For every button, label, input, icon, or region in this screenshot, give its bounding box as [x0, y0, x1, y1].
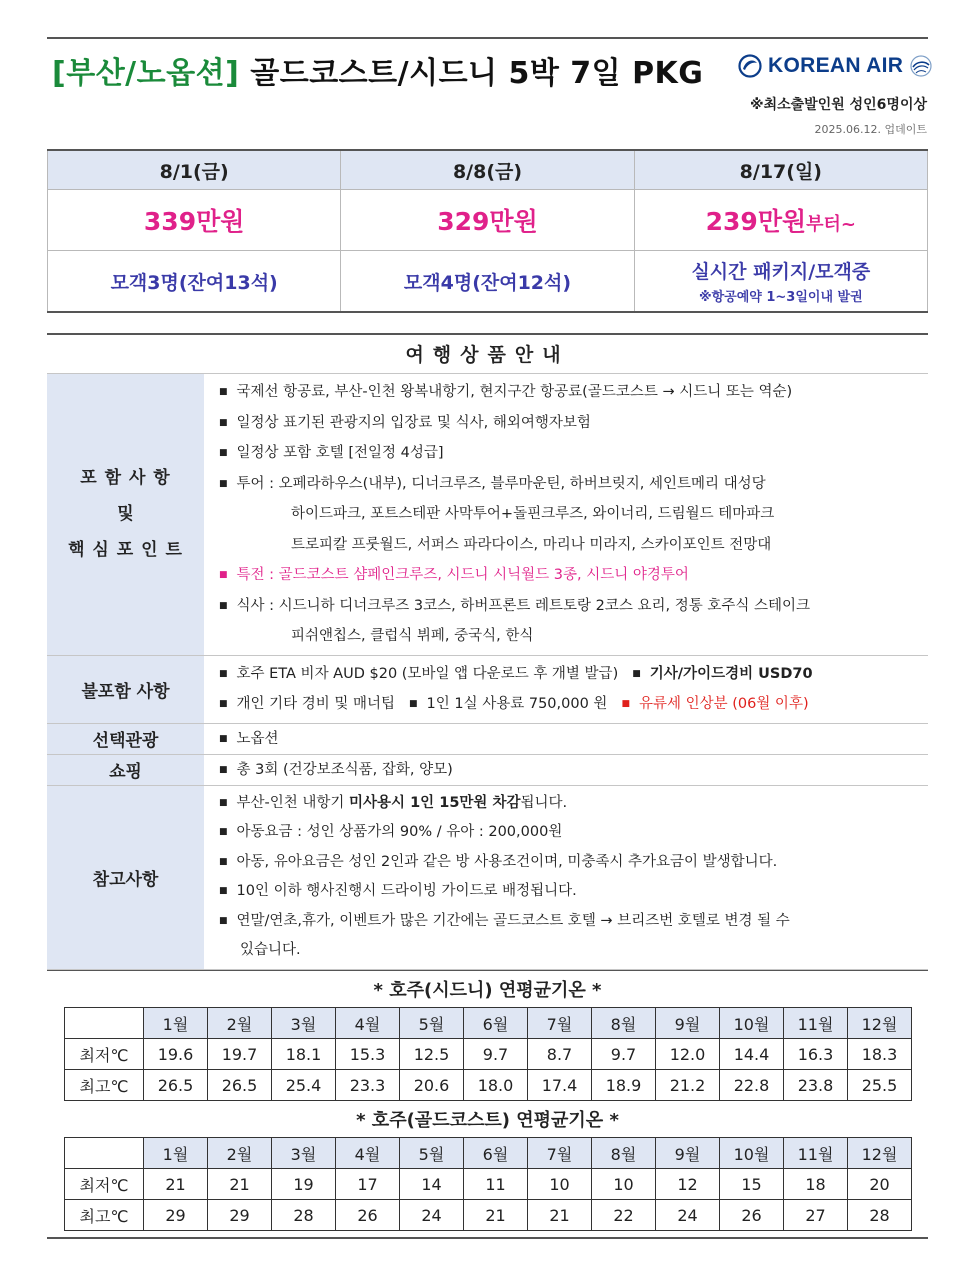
- departure-date: 8/1(금): [48, 150, 341, 190]
- temp-cell: 18.9: [592, 1070, 656, 1101]
- list-item-text: 식사 : 시드니하 디너크루즈 3코스, 하버프론트 레트토랑 2코스 요리, 정통 호주식 스테이크: [236, 597, 811, 614]
- departure-status: 모객4명(잔여12석): [341, 251, 634, 313]
- list-item-text: 일정상 포함 호텔 [전일정 4성급]: [236, 445, 444, 461]
- temp-cell: 12.0: [656, 1039, 720, 1070]
- temp-cell: 25.4: [272, 1070, 336, 1101]
- bullet-icon: ■: [219, 827, 228, 837]
- list-item-text: 국제선 항공료, 부산-인천 왕복내항기, 현지구간 항공료(골드코스트 → 시드니 또는 역순): [236, 384, 793, 400]
- info-table: [47, 373, 928, 970]
- month-header: 3월: [272, 1008, 336, 1039]
- temp-cell: 28: [848, 1200, 912, 1231]
- row-label: 최저℃: [65, 1169, 144, 1200]
- departure-date: 8/17(일): [634, 150, 927, 190]
- bottom-rule: [47, 1237, 928, 1239]
- bullet-icon: ■: [219, 699, 228, 709]
- temp-cell: 14: [400, 1169, 464, 1200]
- month-header: 7월: [528, 1008, 592, 1039]
- bullet-icon: ■: [219, 387, 228, 397]
- temp-cell: 18.1: [272, 1039, 336, 1070]
- top-rule: [47, 37, 928, 39]
- month-header: 1월: [144, 1008, 208, 1039]
- temp-cell: 26.5: [208, 1070, 272, 1101]
- excluded-row: [47, 655, 928, 723]
- departure-price-cell: [341, 190, 634, 251]
- temp-cell: 9.7: [592, 1039, 656, 1070]
- month-header: 9월: [656, 1008, 720, 1039]
- temp-cell: 26: [720, 1200, 784, 1231]
- bullet-icon: ■: [632, 668, 641, 679]
- month-header: 2월: [208, 1008, 272, 1039]
- temp-cell: 21: [464, 1200, 528, 1231]
- temp-cell: 12.5: [400, 1039, 464, 1070]
- list-item: [219, 818, 928, 848]
- month-header: 5월: [400, 1008, 464, 1039]
- temp-cell: 15.3: [336, 1039, 400, 1070]
- temp-cell: 19.7: [208, 1039, 272, 1070]
- temp-cell: 18: [784, 1169, 848, 1200]
- goldcoast-weather-title: * 호주(골드코스트) 연평균기온 *: [356, 1110, 619, 1131]
- list-item-text: 일정상 표기된 관광지의 입장료 및 식사, 해외여행자보험: [236, 414, 591, 431]
- departure-date: 8/8(금): [341, 150, 634, 190]
- temp-cell: 26.5: [144, 1070, 208, 1101]
- list-item: [219, 848, 928, 878]
- option-row: [47, 723, 928, 754]
- table-row: [65, 1039, 912, 1070]
- temp-cell: 11: [464, 1169, 528, 1200]
- list-item: [219, 591, 928, 622]
- list-item: [219, 377, 928, 408]
- bullet-icon: ■: [219, 417, 228, 428]
- departure-price: 329만원: [437, 207, 538, 236]
- month-header: 5월: [400, 1138, 464, 1169]
- bullet-icon: ■: [219, 733, 228, 744]
- bullet-icon: ■: [219, 570, 228, 580]
- month-header: 10월: [720, 1138, 784, 1169]
- info-section-title: 여행상품안내: [47, 333, 928, 375]
- list-item: [219, 560, 928, 591]
- corner-cell: [65, 1008, 144, 1039]
- departure-status-cell: [634, 251, 927, 313]
- list-item: [219, 877, 928, 907]
- temp-cell: 14.4: [720, 1039, 784, 1070]
- temp-cell: 22.8: [720, 1070, 784, 1101]
- page-title: [52, 48, 703, 92]
- departure-status: 실시간 패키지/모객중: [691, 261, 871, 283]
- temp-cell: 27: [784, 1200, 848, 1231]
- temp-cell: 25.5: [848, 1070, 912, 1101]
- row-label: 최고℃: [65, 1070, 144, 1101]
- list-item-continuation: 하이드파크, 포트스테판 사막투어+돌핀크루즈, 와이너리, 드림월드 테마파크: [291, 506, 775, 522]
- temp-cell: 19.6: [144, 1039, 208, 1070]
- included-label: [47, 374, 204, 656]
- temp-cell: 23.3: [336, 1070, 400, 1101]
- month-header: 9월: [656, 1138, 720, 1169]
- shopping-content: [204, 754, 928, 785]
- list-item-text: 아동요금 : 성인 상품가의 90% / 유아 : 200,000원: [236, 824, 563, 840]
- notes-label: 참고사항: [47, 785, 204, 969]
- taeguk-swirl-icon: [909, 54, 933, 78]
- list-item: [219, 659, 928, 690]
- list-item-text: 부산-인천 내항기: [236, 794, 350, 811]
- month-header: 2월: [208, 1138, 272, 1169]
- month-header: 11월: [784, 1138, 848, 1169]
- included-content: [204, 374, 928, 656]
- option-label: 선택관광: [47, 723, 204, 754]
- included-label-line: 포 함 사 항: [80, 468, 171, 489]
- list-item-text: 10인 이하 행사진행시 드라이빙 가이드로 배정됩니다.: [236, 883, 577, 899]
- included-label-line: 및: [117, 504, 134, 525]
- temp-cell: 21: [208, 1169, 272, 1200]
- korean-air-logo: [738, 54, 933, 78]
- list-item: [219, 758, 928, 782]
- temp-cell: 20.6: [400, 1070, 464, 1101]
- temp-cell: 15: [720, 1169, 784, 1200]
- temp-cell: 21: [528, 1200, 592, 1231]
- bullet-icon: ■: [219, 600, 228, 611]
- row-label: 최저℃: [65, 1039, 144, 1070]
- list-item-text: 1인 1실 사용료 750,000 원: [426, 696, 608, 712]
- list-item: [219, 789, 928, 819]
- month-header: 11월: [784, 1008, 848, 1039]
- bullet-icon: ■: [219, 448, 228, 458]
- temp-cell: 24: [656, 1200, 720, 1231]
- list-item-continuation: 있습니다.: [240, 942, 301, 958]
- notes-row: [47, 785, 928, 969]
- month-header: 3월: [272, 1138, 336, 1169]
- list-item-text: 개인 기타 경비 및 매너팁: [236, 696, 396, 712]
- list-item-text: 특전 : 골드코스트 샴페인크루즈, 시드니 시닉월드 3종, 시드니 야경투어: [236, 567, 689, 583]
- excluded-label: 불포함 사항: [47, 655, 204, 723]
- temp-cell: 22: [592, 1200, 656, 1231]
- list-item-text: 유류세 인상분 (06월 이후): [638, 696, 809, 712]
- temp-cell: 12: [656, 1169, 720, 1200]
- temp-cell: 21: [144, 1169, 208, 1200]
- list-item-text: 기사/가이드경비 USD70: [649, 665, 813, 682]
- month-header: 1월: [144, 1138, 208, 1169]
- month-header-row: [65, 1008, 912, 1039]
- list-item: [219, 907, 928, 937]
- excluded-content: [204, 655, 928, 723]
- table-row: [65, 1200, 912, 1231]
- list-item-continuation: 피쉬앤칩스, 클럽식 뷔페, 중국식, 한식: [291, 628, 534, 644]
- temp-cell: 29: [144, 1200, 208, 1231]
- table-row: [65, 1070, 912, 1101]
- airline-name: KOREAN AIR: [768, 54, 904, 77]
- corner-cell: [65, 1138, 144, 1169]
- departure-table: [47, 149, 928, 313]
- temp-cell: 18.0: [464, 1070, 528, 1101]
- departure-dates-row: [48, 150, 928, 190]
- list-item: [219, 727, 928, 751]
- bullet-icon: ■: [219, 478, 228, 489]
- shopping-label: 쇼핑: [47, 754, 204, 785]
- departure-price-cell: [634, 190, 927, 251]
- list-item-text: 투어 : 오페라하우스(내부), 디너크루즈, 블루마운틴, 하버브릿지, 세인트메리 대성당: [236, 475, 766, 492]
- temp-cell: 16.3: [784, 1039, 848, 1070]
- temp-cell: 17: [336, 1169, 400, 1200]
- month-header: 12월: [848, 1138, 912, 1169]
- korean-air-swirl-icon: [738, 54, 762, 78]
- sydney-weather-table: [64, 1007, 912, 1101]
- temp-cell: 21.2: [656, 1070, 720, 1101]
- list-item-continuation: 트로피칼 프룻월드, 서퍼스 파라다이스, 마리나 미라지, 스카이포인트 전망대: [291, 536, 772, 553]
- shopping-row: [47, 754, 928, 785]
- bullet-icon: ■: [219, 856, 228, 867]
- month-header: 6월: [464, 1138, 528, 1169]
- month-header: 6월: [464, 1008, 528, 1039]
- notes-content: [204, 785, 928, 969]
- table-row: [65, 1169, 912, 1200]
- month-header: 12월: [848, 1008, 912, 1039]
- update-date: 2025.06.12. 업데이트: [814, 123, 927, 136]
- price-suffix: 부터~: [806, 214, 856, 235]
- temp-cell: 9.7: [464, 1039, 528, 1070]
- list-item: [219, 408, 928, 439]
- temp-cell: 18.3: [848, 1039, 912, 1070]
- list-item-text: 노옵션: [236, 730, 279, 747]
- bullet-icon: ■: [219, 886, 228, 896]
- ticketing-note: ※항공예약 1~3일이내 발권: [698, 290, 863, 305]
- bullet-icon: ■: [219, 668, 228, 679]
- temp-cell: 10: [592, 1169, 656, 1200]
- temp-cell: 10: [528, 1169, 592, 1200]
- list-item-text-bold: 미사용시 1인 15만원 차감: [349, 794, 521, 811]
- list-item-text: 총 3회 (건강보조식품, 잡화, 양모): [236, 761, 453, 778]
- departure-status-row: [48, 251, 928, 313]
- departure-price: 339만원: [143, 207, 245, 236]
- list-item-text: 아동, 유아요금은 성인 2인과 같은 방 사용조건이며, 미충족시 추가요금이 발생합니다.: [236, 853, 778, 870]
- list-item-text: 호주 ETA 비자 AUD $20 (모바일 앱 다운로드 후 개별 발급): [236, 665, 619, 682]
- month-header: 7월: [528, 1138, 592, 1169]
- month-header: 10월: [720, 1008, 784, 1039]
- temp-cell: 24: [400, 1200, 464, 1231]
- month-header-row: [65, 1138, 912, 1169]
- temp-cell: 20: [848, 1169, 912, 1200]
- region-tag: [부산/노옵션]: [52, 56, 240, 91]
- list-item-text: 연말/연초,휴가, 이벤트가 많은 기간에는 골드코스트 호텔 → 브리즈번 호텔로 변경 될 수: [236, 912, 790, 929]
- temp-cell: 8.7: [528, 1039, 592, 1070]
- temp-cell: 23.8: [784, 1070, 848, 1101]
- month-header: 4월: [336, 1008, 400, 1039]
- temp-cell: 29: [208, 1200, 272, 1231]
- bullet-icon: ■: [219, 764, 228, 775]
- bullet-icon: ■: [219, 797, 228, 808]
- departure-status: 모객3명(잔여13석): [48, 251, 341, 313]
- sydney-weather-title: * 호주(시드니) 연평균기온 *: [373, 980, 602, 1001]
- list-item: [219, 689, 928, 720]
- minimum-departure-note: ※최소출발인원 성인6명이상: [750, 97, 927, 113]
- temp-cell: 19: [272, 1169, 336, 1200]
- package-title: 골드코스트/시드니 5박 7일 PKG: [250, 56, 704, 91]
- month-header: 8월: [592, 1008, 656, 1039]
- bullet-icon: ■: [621, 699, 630, 709]
- included-label-line: 핵 심 포 인 트: [68, 540, 183, 561]
- temp-cell: 17.4: [528, 1070, 592, 1101]
- departure-price-cell: [48, 190, 341, 251]
- bullet-icon: ■: [219, 915, 228, 926]
- included-row: [47, 374, 928, 656]
- option-content: [204, 723, 928, 754]
- temp-cell: 28: [272, 1200, 336, 1231]
- list-item-text: 됩니다.: [520, 794, 568, 811]
- list-item: [219, 438, 928, 469]
- temp-cell: 26: [336, 1200, 400, 1231]
- departure-price: 239만원: [705, 207, 807, 236]
- bullet-icon: ■: [409, 699, 418, 709]
- month-header: 4월: [336, 1138, 400, 1169]
- goldcoast-weather-table: [64, 1137, 912, 1231]
- departure-prices-row: [48, 190, 928, 251]
- list-item: [219, 469, 928, 500]
- row-label: 최고℃: [65, 1200, 144, 1231]
- month-header: 8월: [592, 1138, 656, 1169]
